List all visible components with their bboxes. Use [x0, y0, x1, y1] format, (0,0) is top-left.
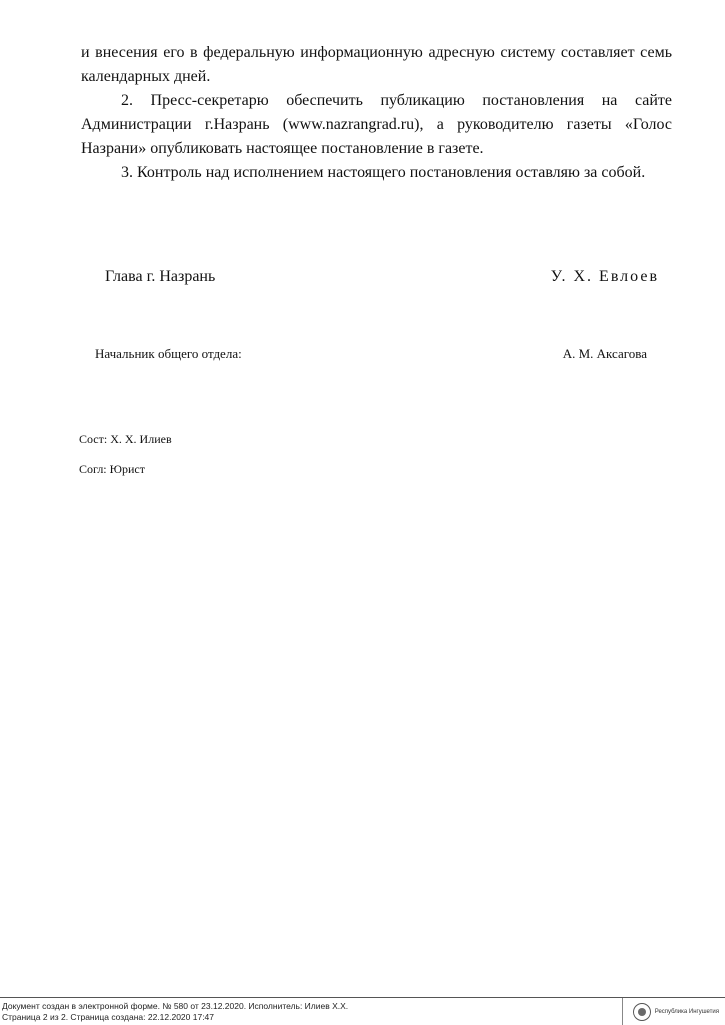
body-text [81, 41, 672, 185]
footer-text [2, 1001, 348, 1023]
paragraph-1: и внесения его в федеральную информационную адресную систему составляет семь календарных дней. [81, 44, 672, 85]
composed-by: Сост: Х. Х. Илиев [79, 432, 172, 446]
agreed-by: Согл: Юрист [79, 462, 145, 476]
emblem-icon [633, 1003, 651, 1021]
dept-title: Начальник общего отдела: [95, 346, 242, 361]
head-title: Глава г. Назрань [105, 268, 216, 285]
footer-separator [622, 998, 623, 1025]
dept-name: А. М. Аксагова [562, 346, 647, 361]
footer-line-2: Страница 2 из 2. Страница создана: 22.12.2020 17:47 [2, 1012, 215, 1022]
head-name: У. Х. Евлоев [550, 268, 659, 285]
footer [0, 997, 725, 1025]
paragraph-2: 2. Пресс-секретарю обеспечить публикацию постановления на сайте Администрации г.Назрань (www.nazrangrad.ru), а руководителю газеты «Голос Назрани» опубликовать настоящее постановление в газете. [81, 92, 672, 157]
footer-logo [633, 1001, 719, 1023]
footer-logo-text: Республика Ингушетия [654, 1009, 719, 1015]
paragraph-3: 3. Контроль над исполнением настоящего постановления оставляю за собой. [121, 164, 646, 181]
footer-line-1: Документ создан в электронной форме. № 580 от 23.12.2020. Исполнитель: Илиев Х.Х. [2, 1001, 349, 1011]
